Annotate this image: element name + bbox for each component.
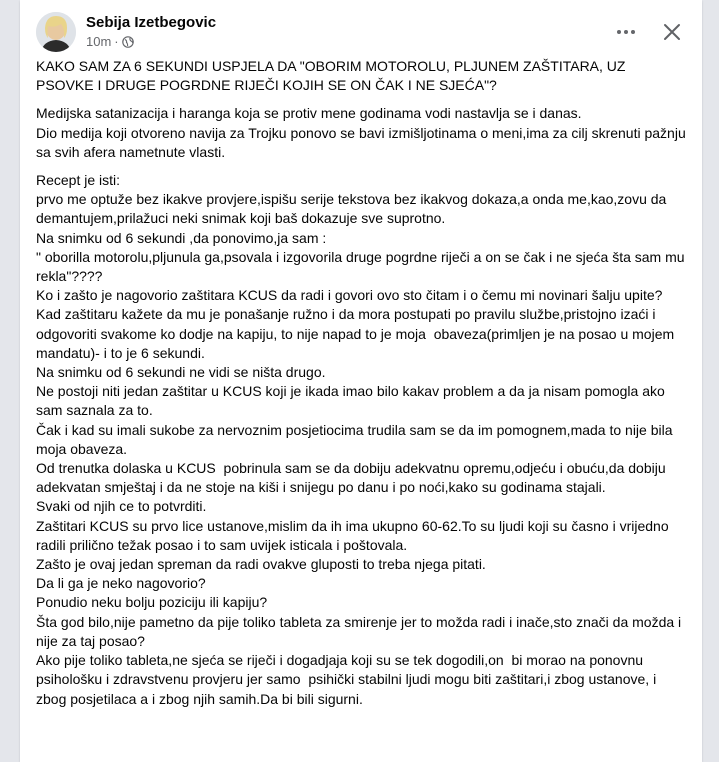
post-title: KAKO SAM ZA 6 SEKUNDI USPJELA DA "OBORIM MOTOROLU, PLJUNEM ZAŠTITARA, UZ PSOVKE I DRUGE POGRDNE RIJEČI KOJIH SE ON ČAK I NE SJEĆA"? [36, 58, 630, 94]
post-paragraph: Recept je isti: prvo me optuže bez ikakve provjere,ispišu serije tekstova bez ikakvog dokaza,a onda me,kao,zovu da demantujem,prilažuci neki snimak koji baš dokazuje sve suprotno. Na snimku od 6 sekundi ,da ponovimo,ja sam : " oborilla motorolu,pljunula ga,psovala i izgovorila druge pogrdne riječi a on se čak i ne sjeća šta sam mu rekla"???? Ko i zašto je nagovorio zaštitara KCUS da radi i govori ovo sto čitam i o čemu mi novinari šalju upite? Kad zaštitaru kažete da mu je ponašanje ružno i da mora postupati po pravilu službe,pristojno izaći i odgovoriti svakome ko dodje na kapiju, to nije napad to je moja obaveza(primljen je na posao u mojem mandatu)- i to je 6 sekundi. Na snimku od 6 sekundi ne vidi se ništa drugo. Ne postoji niti jedan zaštitar u KCUS koji je ikada imao bilo kakav problem a da ja nisam pomogla ako sam saznala za to. Čak i kad su imali sukobe za nervoznim posjetiocima trudila sam se da im pomognem,mada to nije bila moja obaveza. Od trenutka dolaska u KCUS pobrinula sam se da dobiju adekvatnu opremu,odjeću i obuću,da dobiju adekvatan smještaj i da ne stoje na kiši i snijegu po danu i po noći,kako su godinama stajali. Svaki od njih ce to potvrditi. Zaštitari KCUS su prvo lice ustanove,mislim da ih ima ukupno 60-62.To su ljudi koji su časno i vrijedno radili prilično težak posao i to sam uvijek isticala i poštovala. Zašto je ovaj jedan spreman da radi ovakve gluposti to treba njega pitati. Da li ga je neko nagovorio? Ponudio neku bolju poziciju ili kapiju? Šta god bilo,nije pametno da pije toliko tableta za smirenje jer to možda radi i inače,sto znači da možda i nije za taj posao? Ako pije toliko tableta,ne sjeća se riječi i dogadjaja koji su se tek dogodili,on bi morao na ponovnu psihološku i zdravstvenu provjeru jer samo psihički stabilni ljudi mogu biti zaštitari,i zbog ustanove, i zbog posjetilaca a i zbog njih samih.Da bi bili sigurni. [36, 172, 685, 707]
post-meta [86, 34, 134, 49]
post-actions [610, 16, 688, 48]
post-header [36, 8, 690, 54]
post-body [36, 57, 686, 709]
more-horizontal-icon[interactable] [610, 16, 642, 48]
post-card [20, 0, 702, 762]
close-icon[interactable] [656, 16, 688, 48]
post-time[interactable]: 10m [86, 34, 112, 49]
avatar[interactable] [36, 12, 76, 52]
post-paragraph: Medijska satanizacija i haranga koja se protiv mene godinama vodi nastavlja se i danas. Dio medija koji otvoreno navija za Trojku ponovo se bavi izmišljotinama o meni,ima za cilj skrenuti pažnju sa svih afera nametnute vlasti. [36, 105, 686, 160]
globe-icon [122, 36, 134, 48]
author-name[interactable]: Sebija Izetbegovic [86, 14, 217, 31]
separator-dot: · [114, 34, 119, 49]
